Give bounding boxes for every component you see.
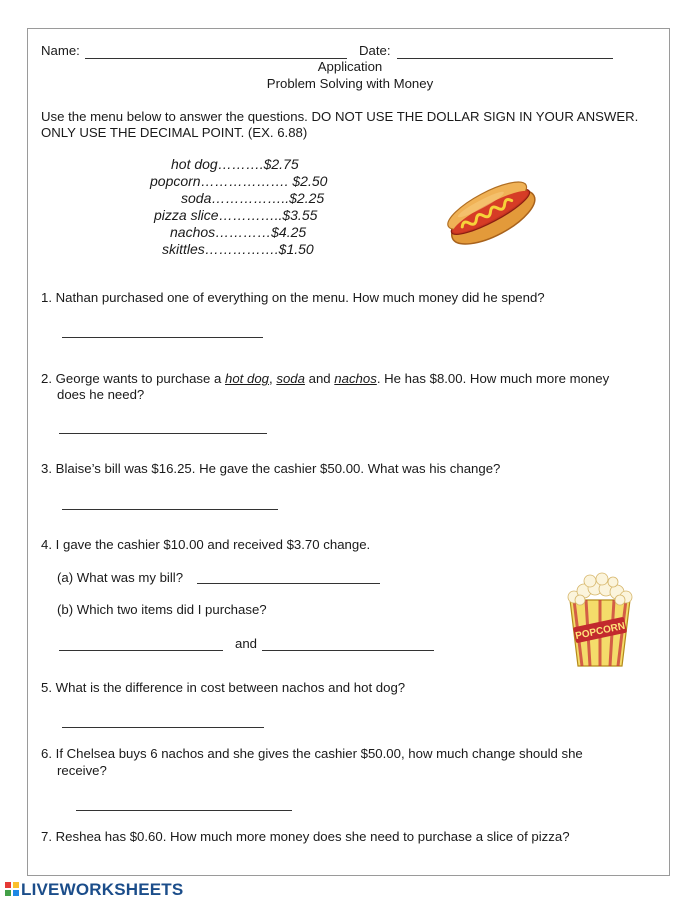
page-subtitle: Problem Solving with Money: [266, 76, 434, 91]
question-2-item-hot-dog: hot dog: [225, 371, 270, 386]
name-label: Name:: [41, 43, 80, 58]
menu-item-skittles: skittles…………….$1.50: [162, 241, 314, 257]
instructions-line-1: Use the menu below to answer the questions. DO NOT USE THE DOLLAR SIGN IN YOUR ANSWER.: [41, 109, 639, 124]
question-4b-and: and: [235, 636, 258, 651]
question-2-item-nachos: nachos: [334, 371, 377, 386]
question-4b: (b) Which two items did I purchase?: [57, 602, 267, 617]
date-label: Date:: [359, 43, 391, 58]
answer-4b-item1-field[interactable]: [59, 636, 223, 651]
question-2-separator: ,: [269, 371, 277, 386]
answer-5-field[interactable]: [62, 713, 264, 728]
question-6: 6. If Chelsea buys 6 nachos and she gives the cashier $50.00, how much change should she: [41, 746, 583, 761]
question-2: [41, 371, 609, 387]
hot-dog-image: [440, 170, 540, 252]
instructions-line-2: ONLY USE THE DECIMAL POINT. (EX. 6.88): [41, 125, 308, 140]
question-6-line-2: receive?: [57, 763, 107, 778]
answer-4b-item2-field[interactable]: [262, 636, 434, 651]
liveworksheets-logo: [5, 880, 183, 900]
menu-item-popcorn: popcorn………………. $2.50: [150, 173, 328, 189]
menu-item-soda: soda……………..$2.25: [181, 190, 325, 206]
question-5: 5. What is the difference in cost between nachos and hot dog?: [41, 680, 406, 695]
question-2-suffix: . He has $8.00. How much more money: [376, 371, 610, 386]
answer-4a-field[interactable]: [197, 569, 380, 584]
question-3: 3. Blaise’s bill was $16.25. He gave the cashier $50.00. What was his change?: [41, 461, 501, 476]
answer-3-field[interactable]: [62, 495, 278, 510]
question-2-line-2: does he need?: [57, 387, 145, 402]
question-2-text: 2. George wants to purchase a: [41, 371, 226, 386]
answer-6-field[interactable]: [76, 796, 292, 811]
question-2-and: and: [304, 371, 335, 386]
question-4a: (a) What was my bill?: [57, 570, 184, 585]
name-field[interactable]: [85, 44, 347, 59]
question-2-item-soda: soda: [276, 371, 305, 386]
date-field[interactable]: [397, 44, 613, 59]
answer-1-field[interactable]: [62, 323, 263, 338]
menu-item-hot-dog: hot dog……….$2.75: [171, 156, 299, 172]
popcorn-label: POPCORN: [574, 620, 627, 643]
menu-item-nachos: nachos…………$4.25: [170, 224, 307, 240]
question-7: 7. Reshea has $0.60. How much more money does she need to purchase a slice of pizza?: [41, 829, 570, 844]
answer-2-field[interactable]: [59, 419, 267, 434]
liveworksheets-logo-text: LIVEWORKSHEETS: [21, 880, 184, 899]
liveworksheets-logo-icon: [5, 882, 19, 896]
popcorn-image: [560, 570, 640, 670]
question-4: 4. I gave the cashier $10.00 and received $3.70 change.: [41, 537, 371, 552]
page-title: Application: [317, 59, 383, 74]
question-1: 1. Nathan purchased one of everything on the menu. How much money did he spend?: [41, 290, 545, 305]
menu-item-pizza-slice: pizza slice…………..$3.55: [154, 207, 318, 223]
